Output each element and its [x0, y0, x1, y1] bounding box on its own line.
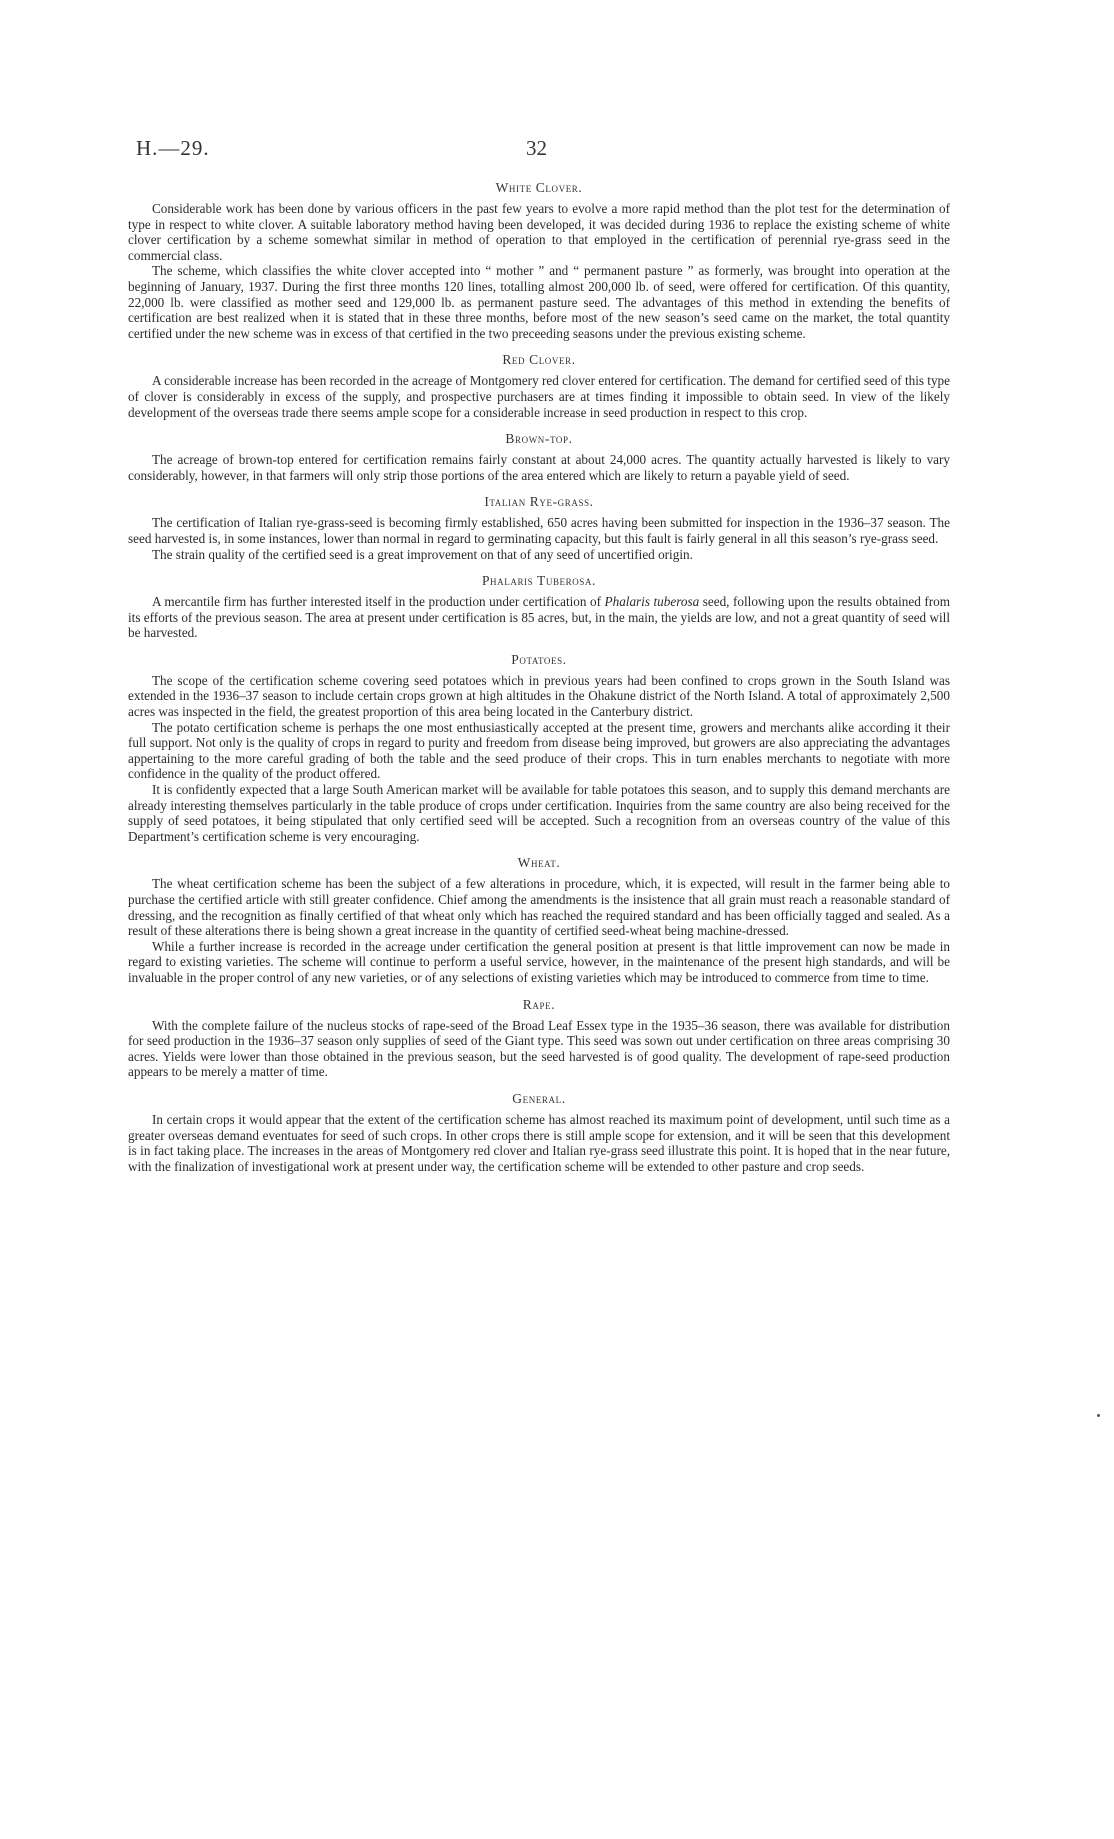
- section-general: [128, 1091, 950, 1174]
- section-heading: White Clover.: [495, 180, 583, 195]
- section-heading: Wheat.: [517, 855, 561, 871]
- paragraph: The wheat certification scheme has been the subject of a few alterations in procedure, which, it is expected, will result in the farmer being able to purchase the certified article with still greater confidence. Chief among the amendments is the insistence that all grain must reach a reasonable standard of dressing, and the recognition as finally certified of that wheat only which has reached the required standard and has been officially tagged and sealed. As a result of these alterations there is being shown a great increase in the quantity of certified seed-wheat being machine-dressed.: [128, 876, 950, 939]
- document-reference: H.—29.: [136, 136, 210, 160]
- paragraph: A considerable increase has been recorded in the acreage of Montgomery red clover entered for certification. The demand for certified seed of this type of clover is considerably in excess of the supply, and prospective purchasers are at times finding it impossible to obtain seed. In view of the likely development of the overseas trade there seems ample scope for a considerable increase in seed production in respect to this crop.: [128, 373, 950, 420]
- section-wheat: [128, 855, 950, 985]
- section-heading: Red Clover.: [502, 352, 576, 368]
- section-red-clover: [128, 352, 950, 420]
- scan-speck: [1097, 1414, 1100, 1417]
- paragraph: The scheme, which classifies the white clover accepted into “ mother ” and “ permanent pasture ” as formerly, was brought into operation at the beginning of January, 1937. During the first three months 120 lines, totalling almost 200,000 lb. of seed, were offered for certification. Of this quantity, 22,000 lb. were classified as mother seed and 129,000 lb. as permanent pasture seed. The advantages of this method in extending the benefits of certification are best realized when it is stated that in these three months, before most of the new season’s seed came on the market, the total quantity certified under the new scheme was in excess of that certified in the two preceeding seasons under the previous existing scheme.: [128, 263, 950, 341]
- paragraph: While a further increase is recorded in the acreage under certification the general position at present is that little improvement can now be made in regard to existing varieties. The scheme will continue to perform a useful service, however, in the maintenance of the present high standards, and will be invaluable in the proper control of any new varieties, or of any selections of existing varieties which may be introduced to commerce from time to time.: [128, 938, 950, 985]
- paragraph: With the complete failure of the nucleus stocks of rape-seed of the Broad Leaf Essex type in the 1935–36 season, there was available for distribution for seed production in the 1936–37 season only supplies of seed of the Giant type. This seed was sown out under certification on three areas comprising 30 acres. Yields were lower than those obtained in the previous season, but the seed harvested is of good quality. The development of rape-seed production appears to be merely a matter of time.: [128, 1017, 950, 1080]
- section-heading: Phalaris Tuberosa.: [481, 573, 597, 589]
- paragraph: The certification of Italian rye-grass-seed is becoming firmly established, 650 acres having been submitted for inspection in the 1936–37 season. The seed harvested is, in some instances, lower than normal in regard to germinating capacity, but this fault is fairly general in all this season’s rye-grass seed.: [128, 515, 950, 546]
- section-heading: Rape.: [522, 996, 556, 1012]
- species-name: Phalaris tuberosa: [604, 594, 700, 610]
- paragraph: Considerable work has been done by various officers in the past few years to evolve a more rapid method than the plot test for the determination of type in respect to white clover. A suitable laboratory method having been developed, it was decided during 1936 to replace the existing scheme of white clover certification by a scheme somewhat similar in method of operation to that employed in the certification of perennial rye-grass seed in the commercial class.: [128, 201, 950, 263]
- paragraph: In certain crops it would appear that the extent of the certification scheme has almost reached its maximum point of development, until such time as a greater overseas demand eventuates for seed of such crops. In other crops there is still ample scope for extension, and it will be seen that this development is in fact taking place. The increases in the areas of Montgomery red clover and Italian rye-grass seed illustrate this point. It is hoped that in the near future, with the finalization of investigational work at present under way, the certification scheme will be extended to other pasture and crop seeds.: [128, 1111, 950, 1174]
- section-heading: Italian Rye-grass.: [484, 494, 594, 510]
- paragraph: The strain quality of the certified seed is a great improvement on that of any seed of uncertified origin.: [152, 546, 693, 562]
- section-heading: Brown-top.: [505, 431, 573, 447]
- section-potatoes: [128, 652, 950, 845]
- page-number: 32: [526, 136, 547, 160]
- paragraph: The potato certification scheme is perhaps the one most enthusiastically accepted at the present time, growers and merchants alike according it their full support. Not only is the quality of crops in regard to purity and freedom from disease being improved, but growers are also appreciating the advantages appertaining to the more careful grading of both the table and the seed produce of their crops. This in turn enables merchants to negotiate with more confidence in the quality of the product offered.: [128, 719, 950, 782]
- section-white-clover: [128, 180, 950, 341]
- section-italian-rye-grass: [128, 494, 950, 562]
- section-phalaris-tuberosa: [128, 573, 950, 641]
- document-body: [128, 180, 950, 1174]
- paragraph: The acreage of brown-top entered for certification remains fairly constant at about 24,000 acres. The quantity actually harvested is likely to vary considerably, however, in that farmers will only strip those portions of the area entered which are likely to return a payable yield of seed.: [128, 452, 950, 483]
- section-heading: General.: [512, 1090, 566, 1106]
- section-rape: [128, 997, 950, 1080]
- section-heading: Potatoes.: [511, 651, 567, 667]
- paragraph: The scope of the certification scheme covering seed potatoes which in previous years had been confined to crops grown in the South Island was extended in the 1936–37 season to include certain crops grown at high altitudes in the Ohakune district of the North Island. A total of approximately 2,500 acres was inspected in the field, the greatest proportion of this area being located in the Canterbury district.: [128, 672, 950, 720]
- section-brown-top: [128, 431, 950, 483]
- paragraph: It is confidently expected that a large South American market will be available for table potatoes this season, and to supply this demand merchants are already interesting themselves particularly in the table produce of crops under certification. Inquiries from the same country are also being received for the supply of seed potatoes, it being stipulated that only certified seed will be accepted. Such a recognition from an overseas country of the value of this Department’s certification scheme is very encouraging.: [128, 782, 950, 844]
- paragraph: A mercantile firm has further interested itself in the production under certification of Phalaris tuberosa seed, following upon the results obtained from its efforts of the previous season. The area at present under certification is 85 acres, but, in the main, the yields are low, and not a great quantity of seed will be harvested.: [128, 594, 950, 641]
